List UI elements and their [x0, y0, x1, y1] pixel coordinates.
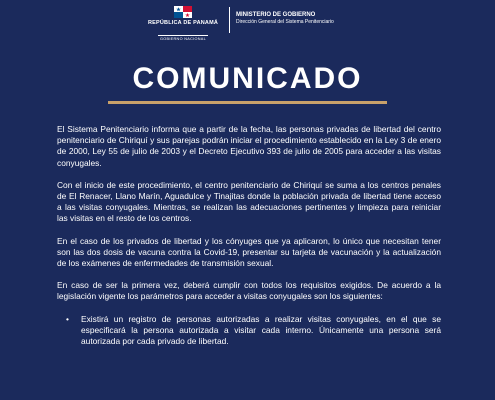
paragraph-2: Con el inicio de este procedimiento, el centro penitenciario de Chiriquí se suma a los centros penales de El Renacer, Llano Marín, Aguadulce y Tinajitas donde la población privada de libertad tiene acceso a las visitas conyugales. Mientras, se realizan las adecuaciones pertinentes y limpieza para reiniciar las visitas en el resto de los centros.	[57, 179, 441, 224]
list-item	[57, 314, 441, 348]
page-title: COMUNICADO	[132, 62, 363, 95]
republic-logo	[143, 6, 223, 45]
list-item-text: Existirá un registro de personas autorizadas a realizar visitas conyugales, en el que se especificará la persona autorizada a visitar cada interno. Únicamente una persona será autorizada por cada privado de libertad.	[81, 313, 441, 347]
paragraph-4: En caso de ser la primera vez, deberá cumplir con todos los requisitos exigidos. De acuerdo a la legislación vigente los parámetros para acceder a visitas conyugales son los siguientes:	[57, 280, 441, 302]
requirements-list	[57, 314, 441, 348]
header-divider	[229, 7, 230, 33]
directorate-name: Dirección General del Sistema Penitenciario	[236, 19, 334, 25]
ministry-name: MINISTERIO DE GOBIERNO	[236, 12, 316, 18]
header	[0, 0, 495, 40]
title-underline	[108, 101, 387, 104]
country-name: REPÚBLICA DE PANAMÁ	[147, 20, 219, 26]
bullet-icon: •	[66, 313, 69, 324]
government-name: GOBIERNO NACIONAL	[159, 37, 207, 41]
panama-flag-icon	[174, 6, 192, 18]
paragraph-3: En el caso de los privados de libertad y los cónyuges que ya aplicaron, lo único que necesitan tener son las dos dosis de vacuna contra la Covid-19, presentar su tarjeta de vacunación y la actualización de los exámenes de enfermedades de transmisión sexual.	[57, 235, 441, 269]
ministry-logo	[236, 11, 334, 26]
communique-body	[57, 124, 441, 347]
paragraph-1: El Sistema Penitenciario informa que a partir de la fecha, las personas privadas de libertad del centro penitenciario de Chiriquí y sus parejas podrán iniciar el procedimiento establecido en la Ley 3 de enero de 2000, Ley 55 de julio de 2003 y el Decreto Ejecutivo 393 de julio de 2005 para acceder a las visitas conyugales.	[57, 124, 441, 168]
